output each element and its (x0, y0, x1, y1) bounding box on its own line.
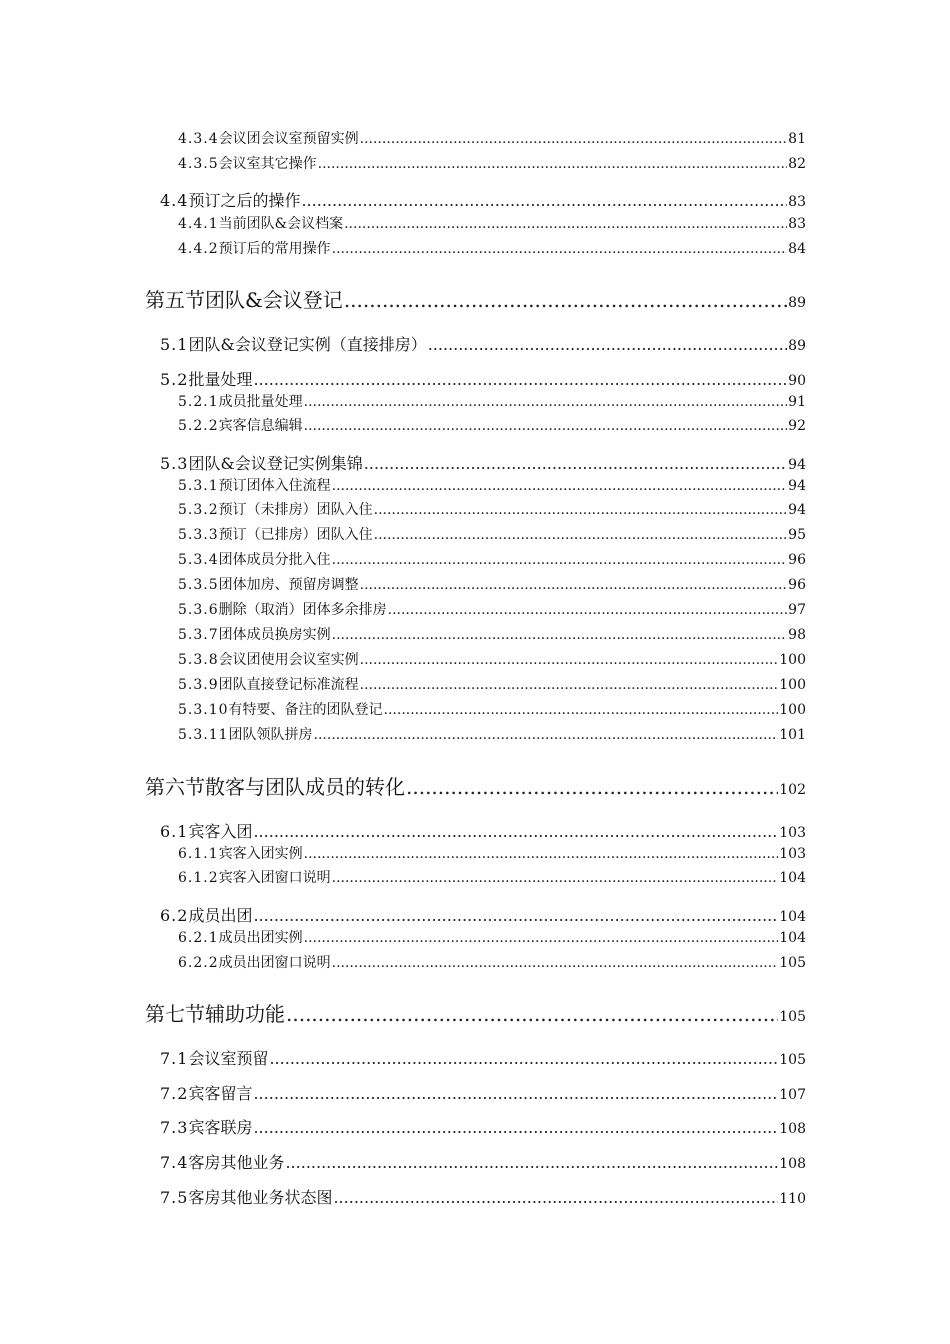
toc-page-number: 98 (788, 627, 806, 643)
toc-page-number: 84 (788, 241, 806, 257)
toc-dot-leader (286, 1002, 778, 1026)
toc-entry-subsubsection[interactable] (178, 213, 806, 233)
toc-entry-number: 5.2.2 (178, 418, 219, 434)
toc-entry-title: 宾客留言 (188, 1084, 253, 1103)
toc-entry-title: 会议室其它操作 (218, 156, 317, 172)
toc-page-number: 96 (788, 577, 806, 593)
toc-entry-title: 成员出团实例 (218, 930, 303, 946)
toc-dot-leader (360, 131, 788, 147)
toc-entry-number: 6.2 (160, 906, 189, 925)
toc-entry-number: 5.1 (160, 335, 189, 354)
toc-entry-title: 团队直接登记标准流程 (218, 677, 359, 693)
toc-dot-leader (344, 288, 787, 312)
toc-dot-leader (332, 552, 788, 568)
toc-dot-leader (253, 822, 778, 841)
toc-entry-title: 成员出团窗口说明 (218, 955, 331, 971)
toc-entry-number: 4.3.4 (178, 131, 219, 147)
toc-dot-leader (406, 775, 778, 799)
toc-entry-subsubsection[interactable] (178, 524, 806, 544)
toc-dot-leader (304, 394, 788, 410)
toc-dot-leader (285, 1153, 778, 1172)
toc-page-number: 101 (779, 727, 806, 743)
toc-entry-number: 5.3.7 (178, 627, 219, 643)
toc-entry-title: 团队&会议登记 (205, 288, 343, 312)
toc-entry-title: 团队&会议登记实例（直接排房） (188, 335, 427, 354)
toc-page-number: 97 (788, 602, 806, 618)
toc-entry-section[interactable] (145, 998, 806, 1027)
toc-dot-leader (253, 1084, 778, 1103)
toc-page-number: 110 (779, 1191, 806, 1207)
toc-entry-title: 散客与团队成员的转化 (205, 775, 405, 799)
toc-dot-leader (388, 602, 788, 618)
toc-entry-subsubsection[interactable] (178, 415, 806, 435)
toc-entry-subsection[interactable] (160, 188, 806, 211)
toc-entry-subsubsection[interactable] (178, 867, 806, 887)
toc-entry-title: 删除（取消）团体多余排房 (218, 602, 387, 618)
toc-page-number: 104 (779, 930, 806, 946)
toc-entry-number: 4.4 (160, 191, 189, 210)
toc-entry-subsubsection[interactable] (178, 475, 806, 495)
toc-entry-section[interactable] (145, 284, 806, 313)
toc-page-number: 89 (788, 295, 806, 311)
toc-entry-subsection[interactable] (160, 451, 806, 474)
toc-dot-leader (428, 335, 787, 354)
toc-dot-leader (301, 191, 787, 210)
toc-entry-number: 6.2.1 (178, 930, 219, 946)
toc-entry-subsection[interactable] (160, 903, 806, 926)
toc-dot-leader (384, 702, 779, 718)
toc-dot-leader (332, 241, 788, 257)
toc-entry-subsection[interactable] (160, 1185, 806, 1208)
toc-entry-title: 客房其他业务状态图 (188, 1188, 333, 1207)
toc-entry-title: 会议团会议室预留实例 (218, 131, 359, 147)
toc-entry-subsubsection[interactable] (178, 238, 806, 258)
toc-dot-leader (344, 216, 787, 232)
toc-dot-leader (318, 156, 788, 172)
toc-entry-subsubsection[interactable] (178, 674, 806, 694)
toc-entry-subsubsection[interactable] (178, 927, 806, 947)
toc-page-number: 105 (779, 1009, 806, 1025)
toc-entry-subsection[interactable] (160, 819, 806, 842)
toc-page-number: 90 (788, 373, 806, 389)
toc-entry-title: 宾客联房 (188, 1118, 253, 1137)
toc-entry-subsubsection[interactable] (178, 843, 806, 863)
toc-entry-number: 第七节 (145, 1002, 205, 1026)
toc-dot-leader (314, 727, 779, 743)
toc-entry-subsubsection[interactable] (178, 574, 806, 594)
toc-entry-title: 预订（已排房）团队入住 (218, 527, 373, 543)
toc-entry-number: 5.2 (160, 370, 189, 389)
toc-dot-leader (374, 527, 788, 543)
toc-page-number: 100 (779, 652, 806, 668)
toc-entry-subsubsection[interactable] (178, 699, 806, 719)
toc-entry-number: 5.3.11 (178, 727, 229, 743)
toc-entry-subsubsection[interactable] (178, 499, 806, 519)
toc-entry-title: 会议团使用会议室实例 (218, 652, 359, 668)
toc-entry-number: 5.3.4 (178, 552, 219, 568)
toc-entry-subsection[interactable] (160, 367, 806, 390)
toc-dot-leader (332, 955, 779, 971)
toc-entry-title: 成员批量处理 (218, 394, 303, 410)
toc-entry-subsection[interactable] (160, 1046, 806, 1069)
toc-page-number: 96 (788, 552, 806, 568)
toc-dot-leader (269, 1049, 778, 1068)
toc-entry-title: 预订后的常用操作 (218, 241, 331, 257)
toc-entry-number: 7.5 (160, 1188, 189, 1207)
toc-page-number: 100 (779, 677, 806, 693)
toc-entry-title: 宾客入团实例 (218, 846, 303, 862)
toc-dot-leader (253, 906, 778, 925)
toc-entry-number: 5.3.3 (178, 527, 219, 543)
toc-entry-title: 团队&会议登记实例集锦 (188, 454, 363, 473)
toc-entry-number: 7.1 (160, 1049, 189, 1068)
toc-page-number: 108 (779, 1121, 806, 1137)
toc-entry-subsection[interactable] (160, 1115, 806, 1138)
toc-entry-title: 团体成员分批入住 (218, 552, 331, 568)
toc-dot-leader (304, 846, 779, 862)
toc-entry-title: 辅助功能 (205, 1002, 285, 1026)
toc-page-number: 94 (788, 457, 806, 473)
toc-page-number: 103 (779, 846, 806, 862)
toc-entry-title: 成员出团 (188, 906, 253, 925)
toc-entry-subsubsection[interactable] (178, 624, 806, 644)
toc-entry-title: 会议室预留 (188, 1049, 269, 1068)
toc-dot-leader (253, 1118, 778, 1137)
toc-page-number: 82 (788, 156, 806, 172)
toc-entry-title: 批量处理 (188, 370, 253, 389)
toc-entry-number: 5.3.2 (178, 502, 219, 518)
toc-entry-title: 团体成员换房实例 (218, 627, 331, 643)
toc-entry-number: 第六节 (145, 775, 205, 799)
toc-dot-leader (360, 677, 779, 693)
toc-dot-leader (332, 627, 788, 643)
toc-entry-subsubsection[interactable] (178, 153, 806, 173)
toc-page-number: 92 (788, 418, 806, 434)
toc-page-number: 83 (788, 216, 806, 232)
toc-entry-subsection[interactable] (160, 1150, 806, 1173)
toc-entry-number: 第五节 (145, 288, 205, 312)
toc-dot-leader (304, 930, 779, 946)
toc-entry-number: 4.4.1 (178, 216, 219, 232)
toc-entry-subsection[interactable] (160, 1081, 806, 1104)
toc-page-number: 95 (788, 527, 806, 543)
toc-page-number: 94 (788, 478, 806, 494)
toc-page-number: 102 (779, 782, 806, 798)
toc-entry-title: 团体加房、预留房调整 (218, 577, 359, 593)
toc-entry-number: 5.3.1 (178, 478, 219, 494)
toc-page-number: 104 (779, 909, 806, 925)
toc-entry-subsection[interactable] (160, 332, 806, 355)
toc-page-number: 100 (779, 702, 806, 718)
toc-entry-number: 4.3.5 (178, 156, 219, 172)
toc-entry-subsubsection[interactable] (178, 391, 806, 411)
toc-entry-title: 预订（未排房）团队入住 (218, 502, 373, 518)
toc-entry-number: 5.3.9 (178, 677, 219, 693)
toc-entry-title: 当前团队&会议档案 (218, 216, 344, 232)
toc-dot-leader (374, 502, 788, 518)
toc-entry-title: 预订之后的操作 (188, 191, 301, 210)
toc-entry-number: 6.1.2 (178, 870, 219, 886)
toc-entry-subsubsection[interactable] (178, 649, 806, 669)
toc-entry-title: 团队领队拼房 (228, 727, 313, 743)
toc-page-number: 94 (788, 502, 806, 518)
toc-page-number: 107 (779, 1087, 806, 1103)
toc-entry-number: 5.2.1 (178, 394, 219, 410)
toc-entry-number: 7.4 (160, 1153, 189, 1172)
toc-entry-subsubsection[interactable] (178, 549, 806, 569)
toc-entry-number: 7.3 (160, 1118, 189, 1137)
toc-entry-subsubsection[interactable] (178, 128, 806, 148)
toc-page-number: 91 (788, 394, 806, 410)
toc-entry-number: 7.2 (160, 1084, 189, 1103)
toc-entry-subsubsection[interactable] (178, 724, 806, 744)
toc-entry-number: 5.3.5 (178, 577, 219, 593)
toc-dot-leader (253, 370, 787, 389)
toc-page-number: 104 (779, 870, 806, 886)
toc-page-number: 81 (788, 131, 806, 147)
toc-entry-number: 4.4.2 (178, 241, 219, 257)
toc-entry-number: 5.3.10 (178, 702, 229, 718)
toc-page-number: 108 (779, 1156, 806, 1172)
toc-dot-leader (364, 454, 787, 473)
toc-entry-title: 客房其他业务 (188, 1153, 285, 1172)
toc-dot-leader (333, 1188, 778, 1207)
toc-entry-title: 有特要、备注的团队登记 (228, 702, 383, 718)
toc-dot-leader (304, 418, 788, 434)
toc-entry-title: 宾客入团 (188, 822, 253, 841)
toc-entry-number: 5.3.6 (178, 602, 219, 618)
toc-entry-title: 预订团体入住流程 (218, 478, 331, 494)
toc-entry-subsubsection[interactable] (178, 599, 806, 619)
toc-entry-title: 宾客信息编辑 (218, 418, 303, 434)
toc-dot-leader (360, 577, 788, 593)
toc-dot-leader (332, 870, 779, 886)
toc-entry-subsubsection[interactable] (178, 952, 806, 972)
toc-dot-leader (332, 478, 788, 494)
toc-entry-section[interactable] (145, 771, 806, 800)
toc-entry-title: 宾客入团窗口说明 (218, 870, 331, 886)
toc-entry-number: 6.2.2 (178, 955, 219, 971)
toc-entry-number: 6.1 (160, 822, 189, 841)
toc-page-number: 89 (788, 338, 806, 354)
toc-entry-number: 5.3.8 (178, 652, 219, 668)
toc-page-number: 103 (779, 825, 806, 841)
toc-entry-number: 6.1.1 (178, 846, 219, 862)
toc-dot-leader (360, 652, 779, 668)
toc-page-number: 83 (788, 194, 806, 210)
toc-entry-number: 5.3 (160, 454, 189, 473)
toc-page-number: 105 (779, 1052, 806, 1068)
toc-page-number: 105 (779, 955, 806, 971)
